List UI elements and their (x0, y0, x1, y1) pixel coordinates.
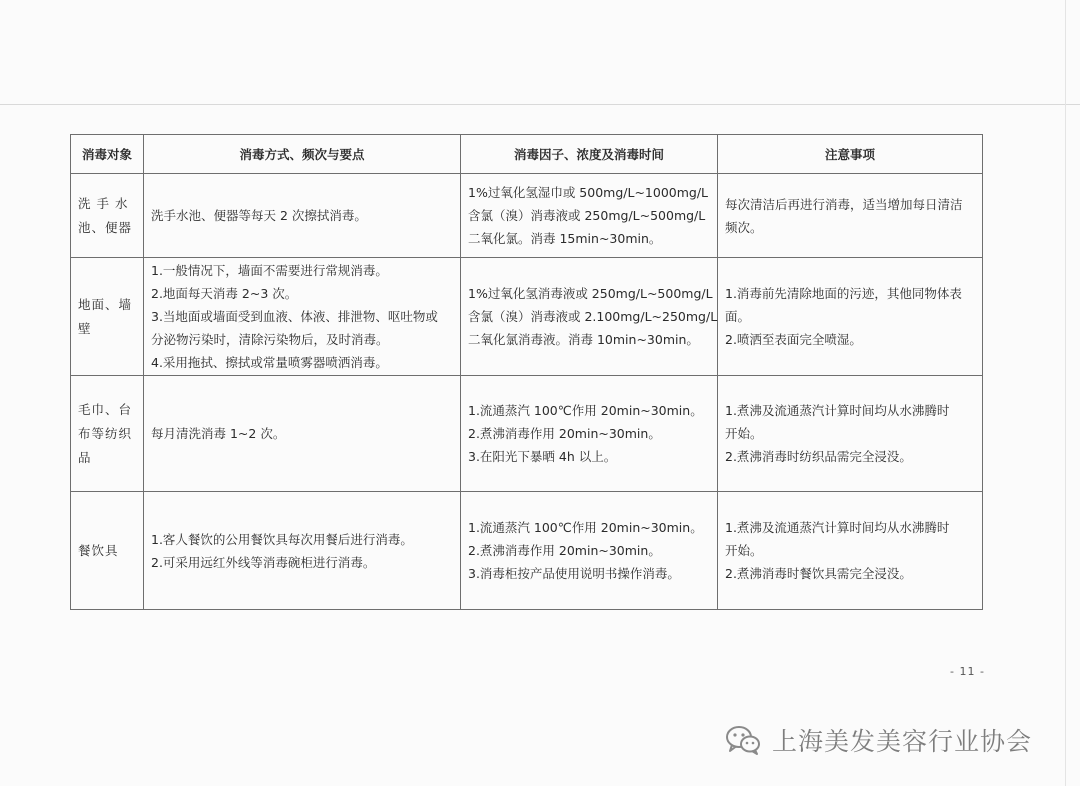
scan-edge-line (0, 104, 1080, 105)
cell-notes: 1.消毒前先清除地面的污迹，其他同物体表 面。 2.喷洒至表面完全喷湿。 (718, 258, 983, 376)
cell-notes: 每次清洁后再进行消毒，适当增加每日清洁 频次。 (718, 174, 983, 258)
cell-method: 洗手水池、便器等每天 2 次擦拭消毒。 (144, 174, 461, 258)
cell-factor: 1.流通蒸汽 100℃作用 20min~30min。 2.煮沸消毒作用 20min~30min。 3.在阳光下暴晒 4h 以上。 (461, 376, 718, 492)
table-row (71, 492, 983, 610)
watermark (724, 722, 1032, 758)
header-factor: 消毒因子、浓度及消毒时间 (461, 135, 718, 174)
cell-factor: 1.流通蒸汽 100℃作用 20min~30min。 2.煮沸消毒作用 20min~30min。 3.消毒柜按产品使用说明书操作消毒。 (461, 492, 718, 610)
cell-object: 餐饮具 (71, 492, 144, 610)
header-object: 消毒对象 (71, 135, 144, 174)
disinfection-table (70, 134, 983, 610)
cell-method: 1.客人餐饮的公用餐饮具每次用餐后进行消毒。 2.可采用远红外线等消毒碗柜进行消毒。 (144, 492, 461, 610)
cell-notes: 1.煮沸及流通蒸汽计算时间均从水沸腾时 开始。 2.煮沸消毒时餐饮具需完全浸没。 (718, 492, 983, 610)
wechat-icon (724, 724, 762, 756)
cell-object: 地面、墙 壁 (71, 258, 144, 376)
header-method: 消毒方式、频次与要点 (144, 135, 461, 174)
cell-factor: 1%过氧化氢消毒液或 250mg/L~500mg/L 含氯（溴）消毒液或 2.100mg/L~250mg/L 二氧化氯消毒液。消毒 10min~30min。 (461, 258, 718, 376)
header-notes: 注意事项 (718, 135, 983, 174)
table-row (71, 258, 983, 376)
cell-object: 毛巾、台 布等纺织 品 (71, 376, 144, 492)
cell-object: 洗 手 水 池、便器 (71, 174, 144, 258)
table-row (71, 376, 983, 492)
page-number: - 11 - (950, 665, 985, 678)
cell-method: 每月清洗消毒 1~2 次。 (144, 376, 461, 492)
cell-factor: 1%过氧化氢湿巾或 500mg/L~1000mg/L 含氯（溴）消毒液或 250mg/L~500mg/L 二氧化氯。消毒 15min~30min。 (461, 174, 718, 258)
scan-edge-line-right (1065, 0, 1066, 786)
cell-method: 1.一般情况下，墙面不需要进行常规消毒。 2.地面每天消毒 2~3 次。 3.当地面或墙面受到血液、体液、排泄物、呕吐物或 分泌物污染时，清除污染物后，及时消毒。 4.采用拖拭、擦拭或常量喷雾器喷洒消毒。 (144, 258, 461, 376)
watermark-text: 上海美发美容行业协会 (772, 727, 1033, 756)
cell-notes: 1.煮沸及流通蒸汽计算时间均从水沸腾时 开始。 2.煮沸消毒时纺织品需完全浸没。 (718, 376, 983, 492)
table-header-row (71, 135, 983, 174)
table-row (71, 174, 983, 258)
